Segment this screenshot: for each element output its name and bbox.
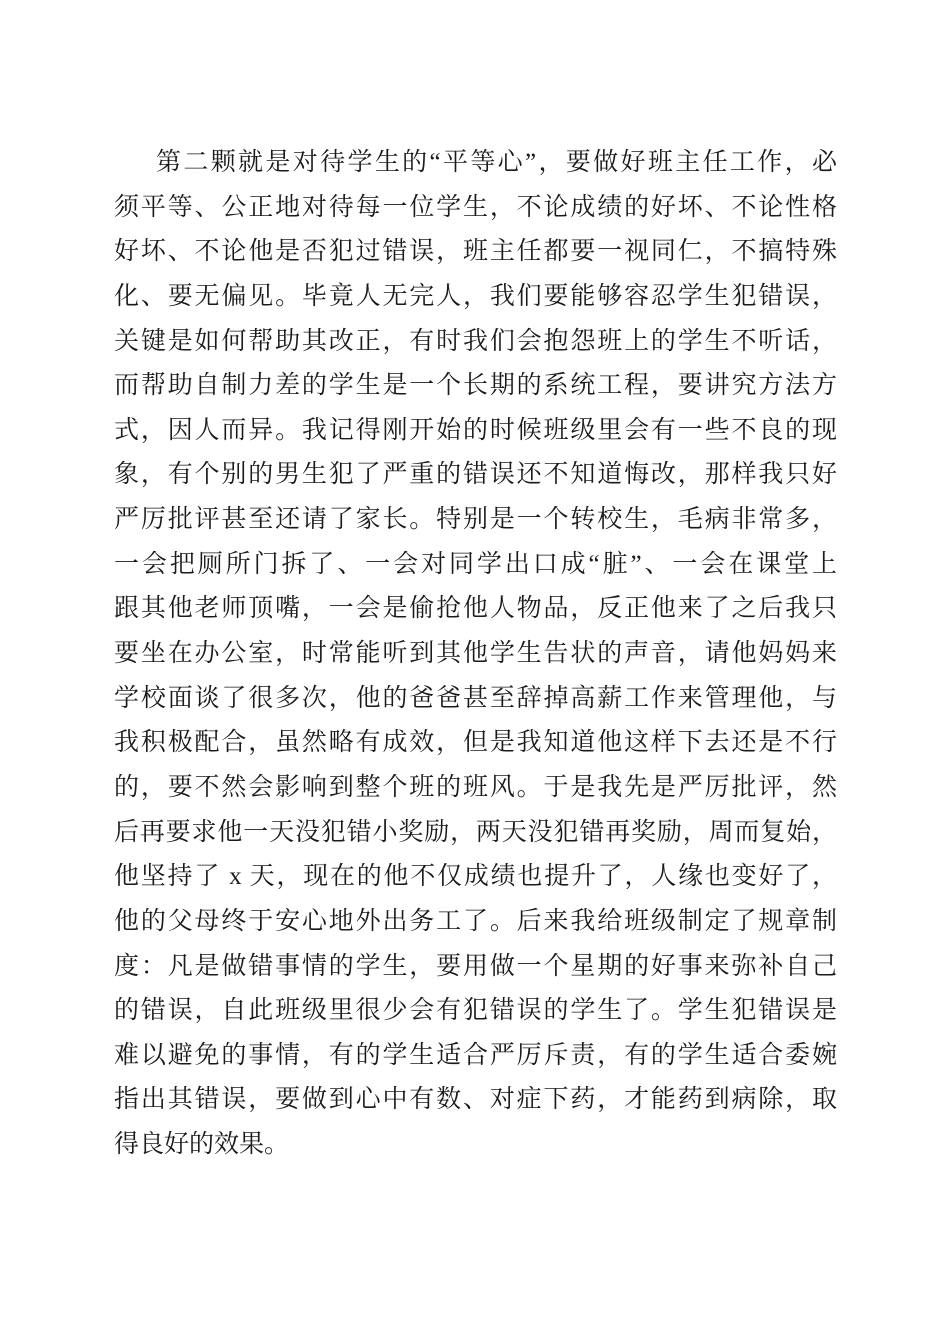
- paragraph-body-text: [114, 141, 837, 1168]
- text-line: 难以避免的事情，有的学生适合严厉斥责，有的学生适合委婉: [114, 1041, 837, 1069]
- text-line: 学校面谈了很多次，他的爸爸甚至辞掉高薪工作来管理他，与: [114, 684, 837, 712]
- text-line: 的，要不然会影响到整个班的班风。于是我先是严厉批评，然: [114, 773, 837, 801]
- text-line: 式，因人而异。我记得刚开始的时候班级里会有一些不良的现: [114, 416, 837, 444]
- text-line: 的错误，自此班级里很少会有犯错误的学生了。学生犯错误是: [114, 997, 837, 1025]
- text-line: 度：凡是做错事情的学生，要用做一个星期的好事来弥补自己: [114, 952, 837, 980]
- text-line: 第二颗就是对待学生的“平等心”，要做好班主任工作，必: [156, 149, 837, 176]
- text-line: 须平等、公正地对待每一位学生，不论成绩的好坏、不论性格: [114, 193, 837, 221]
- text-line: 化、要无偏见。毕竟人无完人，我们要能够容忍学生犯错误，: [114, 282, 837, 310]
- text-line: 一会把厕所门拆了、一会对同学出口成“脏”、一会在课堂上: [114, 550, 837, 578]
- text-line: 而帮助自制力差的学生是一个长期的系统工程，要讲究方法方: [114, 372, 837, 400]
- text-line: 象，有个别的男生犯了严重的错误还不知道悔改，那样我只好: [114, 461, 837, 489]
- text-line: 他坚持了 x 天，现在的他不仅成绩也提升了，人缘也变好了，: [114, 863, 837, 891]
- text-line: 指出其错误，要做到心中有数、对症下药，才能药到病除，取: [114, 1086, 837, 1114]
- text-line: 关键是如何帮助其改正，有时我们会抱怨班上的学生不听话，: [114, 327, 837, 355]
- text-line: 后再要求他一天没犯错小奖励，两天没犯错再奖励，周而复始，: [114, 818, 837, 846]
- text-line: 好坏、不论他是否犯过错误，班主任都要一视同仁，不搞特殊: [114, 238, 837, 266]
- text-line: 我积极配合，虽然略有成效，但是我知道他这样下去还是不行: [114, 729, 837, 757]
- text-line: 得良好的效果。: [114, 1131, 290, 1159]
- text-line: 要坐在办公室，时常能听到其他学生告状的声音，请他妈妈来: [114, 640, 837, 668]
- text-line: 他的父母终于安心地外出务工了。后来我给班级制定了规章制: [114, 907, 837, 935]
- text-line: 跟其他老师顶嘴，一会是偷抢他人物品，反正他来了之后我只: [114, 595, 837, 623]
- text-line: 严厉批评甚至还请了家长。特别是一个转校生，毛病非常多，: [114, 506, 837, 534]
